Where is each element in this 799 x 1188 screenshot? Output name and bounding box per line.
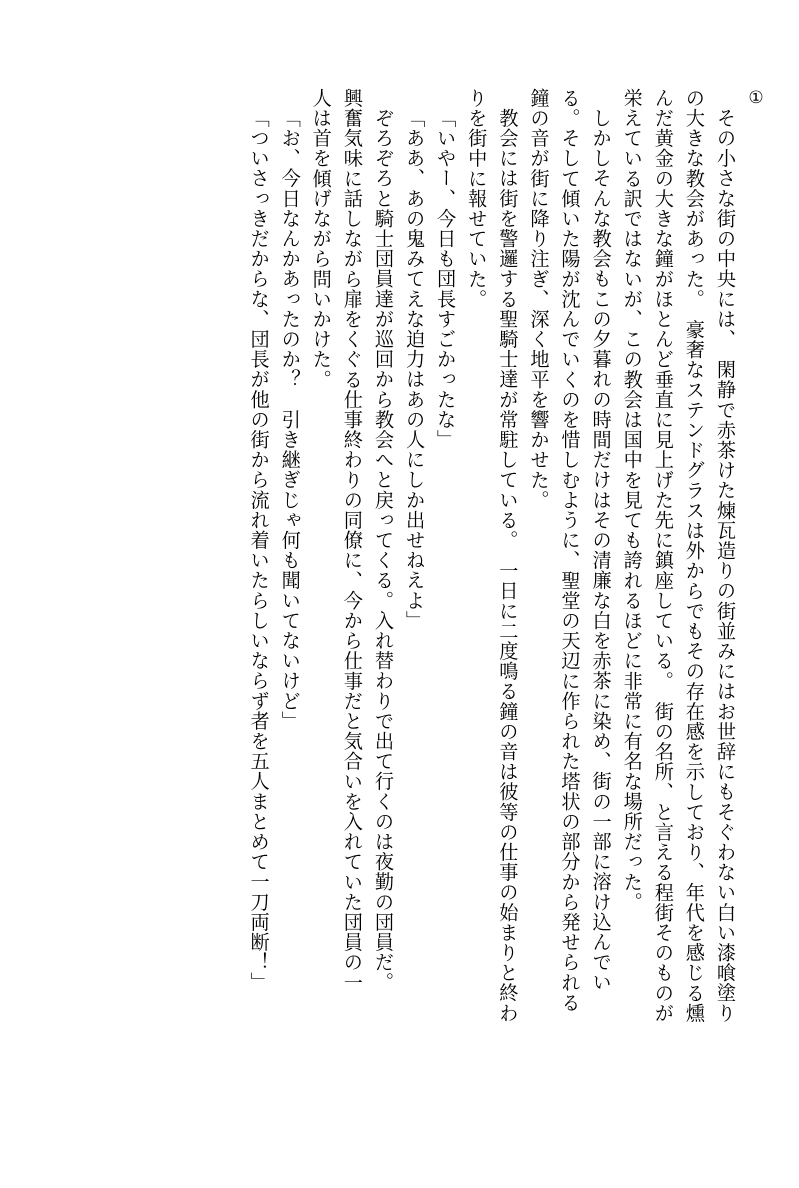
text-line: 「ついさっきだからな、団長が他の街から流れ着いたらしいならず者を五人まとめて一刀両断！」 (247, 108, 271, 993)
text-line: 興奮気味に話しながら扉をくぐる仕事終わりの同僚に、今から仕事だと気合いを入れていた団員の一 (340, 88, 364, 993)
text-line: 「お、今日なんかあったのか？ 引き継ぎじゃ何も聞いてないけど」 (278, 108, 302, 732)
text-line: の大きな教会があった。 豪奢なステンドグラスは外からでもその存在感を示しており、年代を感じる燻 (682, 88, 706, 1024)
text-line: 鐘の音が街に降り注ぎ、深く地平を響かせた。 (527, 88, 551, 511)
vertical-text-body (58, 88, 741, 1118)
text-line: りを街中に報せていた。 (465, 88, 489, 310)
text-line: 教会には街を警邏する聖騎士達が常駐している。 一日に二度鳴る鐘の音は彼等の仕事の始まりと終わ (496, 108, 520, 1023)
text-line: 「ああ、あの鬼みてえな迫力はあの人にしか出せねえよ」 (403, 108, 427, 631)
text-line: その小さな街の中央には、 閑静で赤茶けた煉瓦造りの街並みにはお世辞にもそぐわない白い漆喰塗り (714, 108, 737, 1023)
page-number: ① (746, 88, 766, 108)
text-line: ぞろぞろと騎士団員達が巡回から教会へと戻ってくる。入れ替わりで出て行くのは夜勤の団員だ。 (371, 108, 395, 993)
text-line: しかしそんな教会もこの夕暮れの時間だけはその清廉な白を赤茶に染め、街の一部に溶け込んでい (589, 108, 613, 993)
text-line: 人は首を傾げながら問いかけた。 (309, 88, 333, 390)
text-line: る。そして傾いた陽が沈んでいくのを惜しむように、聖堂の天辺に作られた塔状の部分から発せられる (558, 88, 582, 1013)
text-line: 栄えている訳ではないが、この教会は国中を見ても誇れるほどに非常に有名な場所だった。 (620, 88, 644, 913)
text-line: んだ黄金の大きな鐘がほとんど垂直に見上げた先に鎮座している。 街の名所、と言える程街そのものが (651, 88, 675, 1024)
text-line: 「いやー、今日も団長すごかったな」 (434, 108, 458, 450)
